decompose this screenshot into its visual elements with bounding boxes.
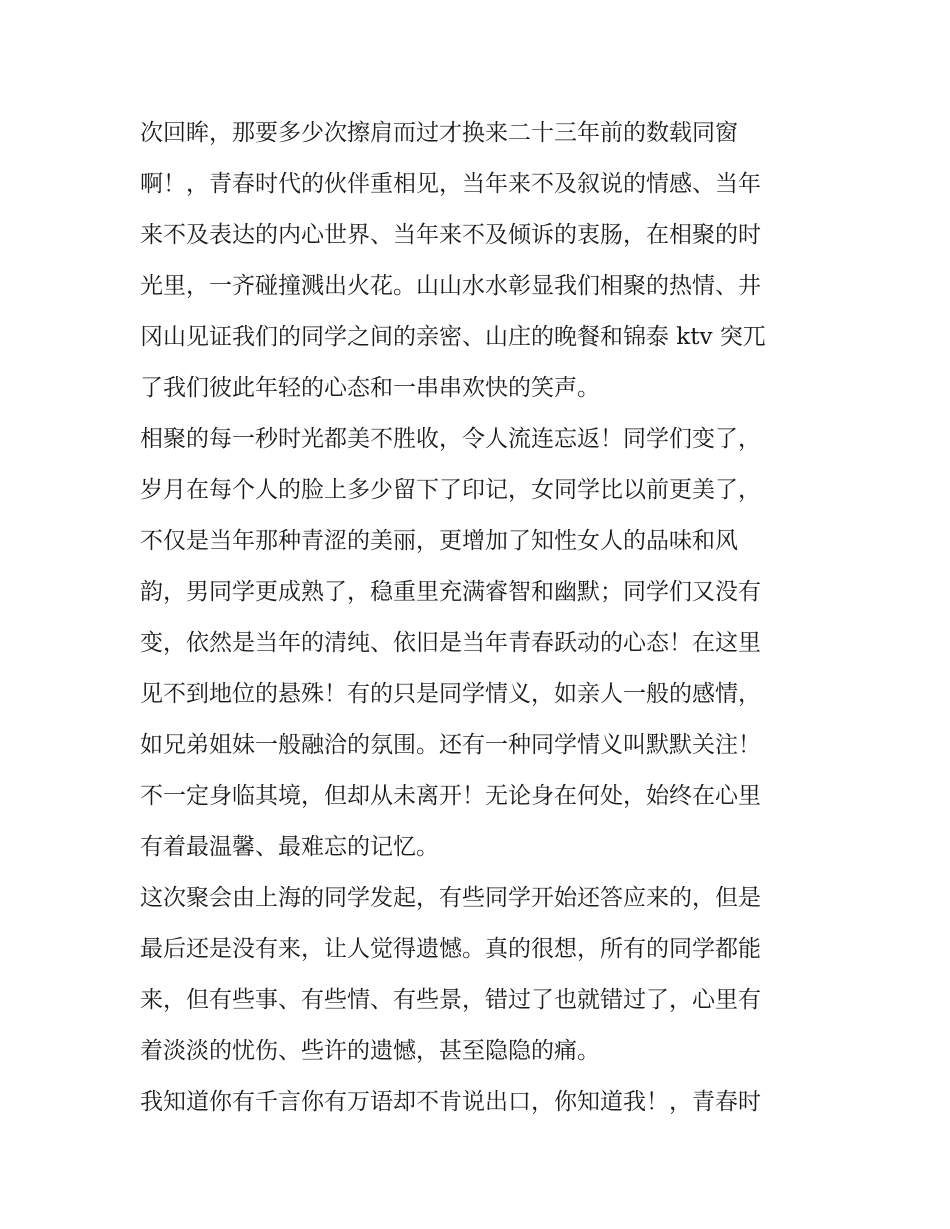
text-line: 了我们彼此年轻的心态和一串串欢快的笑声。 (140, 375, 600, 401)
text-line: 着淡淡的忧伤、些许的遗憾，甚至隐隐的痛。 (140, 1038, 600, 1064)
paragraph-2 (140, 414, 812, 873)
document-body (140, 108, 812, 1128)
text-line: 来不及表达的内心世界、当年来不及倾诉的衷肠，在相聚的时 (140, 222, 761, 248)
text-line: 有着最温馨、最难忘的记忆。 (140, 834, 439, 860)
text-line: 次回眸，那要多少次擦肩而过才换来二十三年前的数载同窗 (140, 120, 738, 146)
text-line: 不仅是当年那种青涩的美丽，更增加了知性女人的品味和风 (140, 528, 738, 554)
text-line: 变，依然是当年的清纯、依旧是当年青春跃动的心态！在这里 (140, 630, 761, 656)
text-line: 岁月在每个人的脸上多少留下了印记，女同学比以前更美了， (140, 477, 761, 503)
text-line: 韵，男同学更成熟了，稳重里充满睿智和幽默；同学们又没有 (140, 579, 761, 605)
text-line: 啊！，青春时代的伙伴重相见，当年来不及叙说的情感、当年 (140, 171, 761, 197)
text-line: 冈山见证我们的同学之间的亲密、山庄的晚餐和锦泰 ktv 突兀 (140, 324, 766, 350)
text-line: 不一定身临其境，但却从未离开！无论身在何处，始终在心里 (140, 783, 761, 809)
text-line: 这次聚会由上海的同学发起，有些同学开始还答应来的，但是 (140, 885, 761, 911)
text-line: 如兄弟姐妹一般融洽的氛围。还有一种同学情义叫默默关注！ (140, 732, 761, 758)
text-line: 来，但有些事、有些情、有些景，错过了也就错过了，心里有 (140, 987, 761, 1013)
text-line: 相聚的每一秒时光都美不胜收，令人流连忘返！同学们变了， (140, 426, 761, 452)
text-line: 光里，一齐碰撞溅出火花。山山水水彰显我们相聚的热情、井 (140, 273, 761, 299)
text-line: 最后还是没有来，让人觉得遗憾。真的很想，所有的同学都能 (140, 936, 761, 962)
text-line: 我知道你有千言你有万语却不肯说出口，你知道我！，青春时 (140, 1089, 761, 1115)
text-line: 见不到地位的悬殊！有的只是同学情义，如亲人一般的感情， (140, 681, 761, 707)
paragraph-3 (140, 873, 812, 1077)
paragraph-1 (140, 108, 812, 414)
paragraph-4 (140, 1077, 812, 1128)
